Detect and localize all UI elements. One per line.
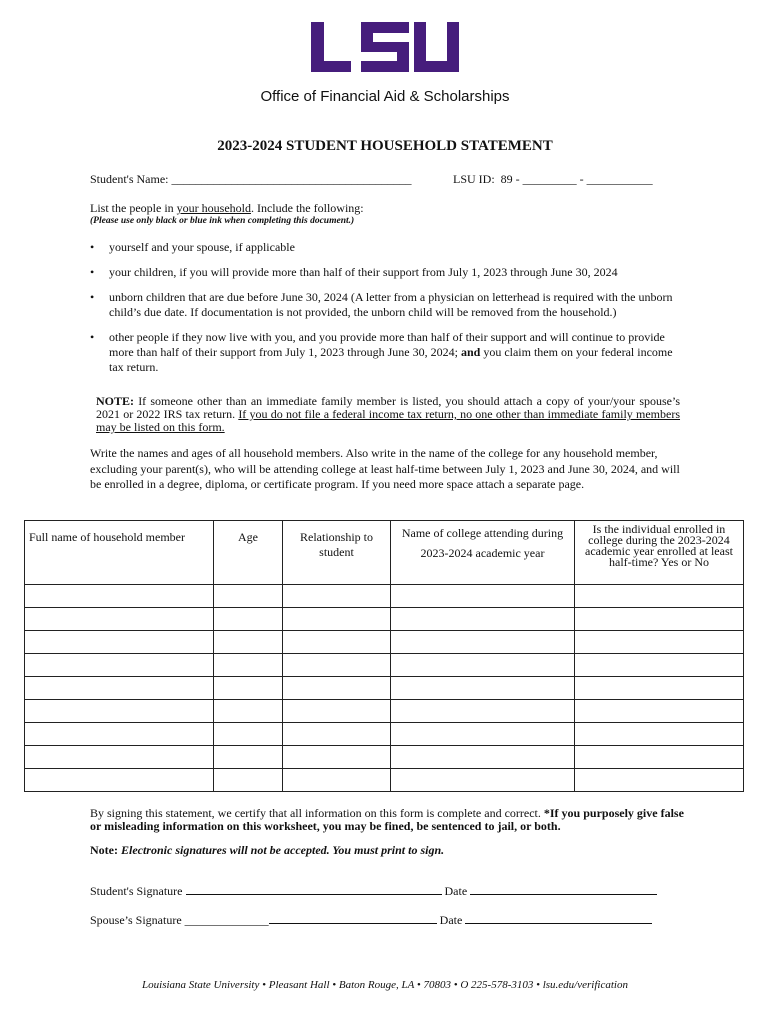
table-cell[interactable] xyxy=(391,746,575,769)
header-college: Name of college attending during 2023-2024 academic year xyxy=(391,521,575,585)
page-title: 2023-2024 STUDENT HOUSEHOLD STATEMENT xyxy=(217,138,553,154)
list-intro: List the people in your household. Include the following: xyxy=(90,201,364,215)
table-cell[interactable] xyxy=(283,700,391,723)
table-cell[interactable] xyxy=(214,700,283,723)
table-cell[interactable] xyxy=(214,723,283,746)
student-signature-label: Student's Signature xyxy=(90,884,183,898)
student-signature-line[interactable] xyxy=(186,883,442,895)
header-enrolled: Is the individual enrolled in college during the 2023-2024 academic year enrolled at least half-time? Yes or No xyxy=(575,521,744,585)
list-item: • yourself and your spouse, if applicable xyxy=(90,240,295,254)
table-cell[interactable] xyxy=(575,677,744,700)
office-name: Office of Financial Aid & Scholarships xyxy=(260,88,510,105)
table-cell[interactable] xyxy=(575,700,744,723)
footer: Louisiana State University • Pleasant Hall • Baton Rouge, LA • 70803 • O 225-578-3103 • lsu.edu/verification xyxy=(142,979,628,991)
table-cell[interactable] xyxy=(25,723,214,746)
table-cell[interactable] xyxy=(25,608,214,631)
student-name-label: Student's Name: xyxy=(90,172,169,186)
table-cell[interactable] xyxy=(214,746,283,769)
table-cell[interactable] xyxy=(575,631,744,654)
table-row xyxy=(25,654,744,677)
table-cell[interactable] xyxy=(391,654,575,677)
table-row xyxy=(25,746,744,769)
student-signature-row xyxy=(90,883,657,899)
table-cell[interactable] xyxy=(283,654,391,677)
table-cell[interactable] xyxy=(25,631,214,654)
table-cell[interactable] xyxy=(214,608,283,631)
table-row xyxy=(25,585,744,608)
table-cell[interactable] xyxy=(283,769,391,792)
lsu-logo xyxy=(311,22,459,72)
table-cell[interactable] xyxy=(575,723,744,746)
table-cell[interactable] xyxy=(283,631,391,654)
header-age: Age xyxy=(214,521,283,585)
header-relationship: Relationship to student xyxy=(283,521,391,585)
list-item: • unborn children that are due before June 30, 2024 (A letter from a physician on letterhead is required with the unborn child’s due date. If documentation is not provided, the unborn child will be removed from the household.) xyxy=(90,290,673,319)
note-block: NOTE: If someone other than an immediate family member is listed, you should attach a copy of your/your spouse’s 2021 or 2022 IRS tax return. If you do not file a federal income tax return, no one other than immediate family members may be listed on this form. xyxy=(96,394,681,434)
household-criteria-list xyxy=(90,240,680,385)
esignature-note: Note: Electronic signatures will not be accepted. You must print to sign. xyxy=(90,843,445,857)
table-row xyxy=(25,677,744,700)
lsu-id-label: LSU ID: xyxy=(453,172,495,186)
table-row xyxy=(25,723,744,746)
spouse-signature-row xyxy=(90,912,652,928)
table-cell[interactable] xyxy=(575,654,744,677)
table-row xyxy=(25,631,744,654)
table-cell[interactable] xyxy=(575,608,744,631)
table-row xyxy=(25,769,744,792)
list-item: • other people if they now live with you, and you provide more than half of their support and will continue to provide more than half of their support from July 1, 2023 through June 30, 2024; and you claim them on your federal income tax return. xyxy=(90,330,673,374)
list-item: • your children, if you will provide more than half of their support from July 1, 2023 through June 30, 2024 xyxy=(90,265,618,279)
table-cell[interactable] xyxy=(391,769,575,792)
table-cell[interactable] xyxy=(391,723,575,746)
spouse-signature-blank[interactable]: ______________ xyxy=(184,913,269,927)
table-cell[interactable] xyxy=(283,746,391,769)
table-cell[interactable] xyxy=(283,608,391,631)
table-cell[interactable] xyxy=(25,700,214,723)
table-cell[interactable] xyxy=(283,723,391,746)
table-cell[interactable] xyxy=(25,654,214,677)
table-cell[interactable] xyxy=(214,654,283,677)
student-date-line[interactable] xyxy=(470,883,657,895)
table-cell[interactable] xyxy=(391,585,575,608)
student-name-field[interactable]: ________________________________________ xyxy=(171,172,412,186)
table-row xyxy=(25,700,744,723)
table-cell[interactable] xyxy=(391,608,575,631)
table-cell[interactable] xyxy=(575,746,744,769)
lsu-id-row xyxy=(453,172,653,187)
household-emphasis: your household xyxy=(176,201,251,215)
table-cell[interactable] xyxy=(391,700,575,723)
spouse-signature-label: Spouse’s Signature xyxy=(90,913,182,927)
table-cell[interactable] xyxy=(214,585,283,608)
table-cell[interactable] xyxy=(214,631,283,654)
table-cell[interactable] xyxy=(214,677,283,700)
instructions-paragraph: Write the names and ages of all household members. Also write in the name of the college for any household member, excluding your parent(s), who will be attending college at least half-time between July 1, 2023 and June 30, 2024, and will be enrolled in a degree, diploma, or certificate program. If you need more space attach a separate page. xyxy=(90,446,680,491)
table-cell[interactable] xyxy=(391,677,575,700)
student-name-row xyxy=(90,172,412,187)
table-cell[interactable] xyxy=(25,677,214,700)
certification-statement: By signing this statement, we certify that all information on this form is complete and correct. *If you purposely give false or misleading information on this worksheet, you may be fined, be sentenced to jail, or both. xyxy=(90,806,684,833)
table-cell[interactable] xyxy=(214,769,283,792)
table-header-row xyxy=(25,521,744,585)
date-label: Date xyxy=(444,884,468,898)
ink-note: (Please use only black or blue ink when completing this document.) xyxy=(90,216,355,226)
date-label: Date xyxy=(439,913,463,927)
lsu-id-field[interactable]: 89 - _________ - ___________ xyxy=(500,172,653,186)
table-row xyxy=(25,608,744,631)
table-cell[interactable] xyxy=(25,746,214,769)
table-cell[interactable] xyxy=(283,585,391,608)
table-cell[interactable] xyxy=(25,585,214,608)
table-cell[interactable] xyxy=(575,585,744,608)
spouse-date-line[interactable] xyxy=(465,912,652,924)
household-table xyxy=(24,520,744,792)
table-cell[interactable] xyxy=(391,631,575,654)
spouse-signature-line[interactable] xyxy=(269,912,437,924)
table-cell[interactable] xyxy=(25,769,214,792)
table-cell[interactable] xyxy=(575,769,744,792)
header-full-name: Full name of household member xyxy=(25,521,214,585)
table-cell[interactable] xyxy=(283,677,391,700)
